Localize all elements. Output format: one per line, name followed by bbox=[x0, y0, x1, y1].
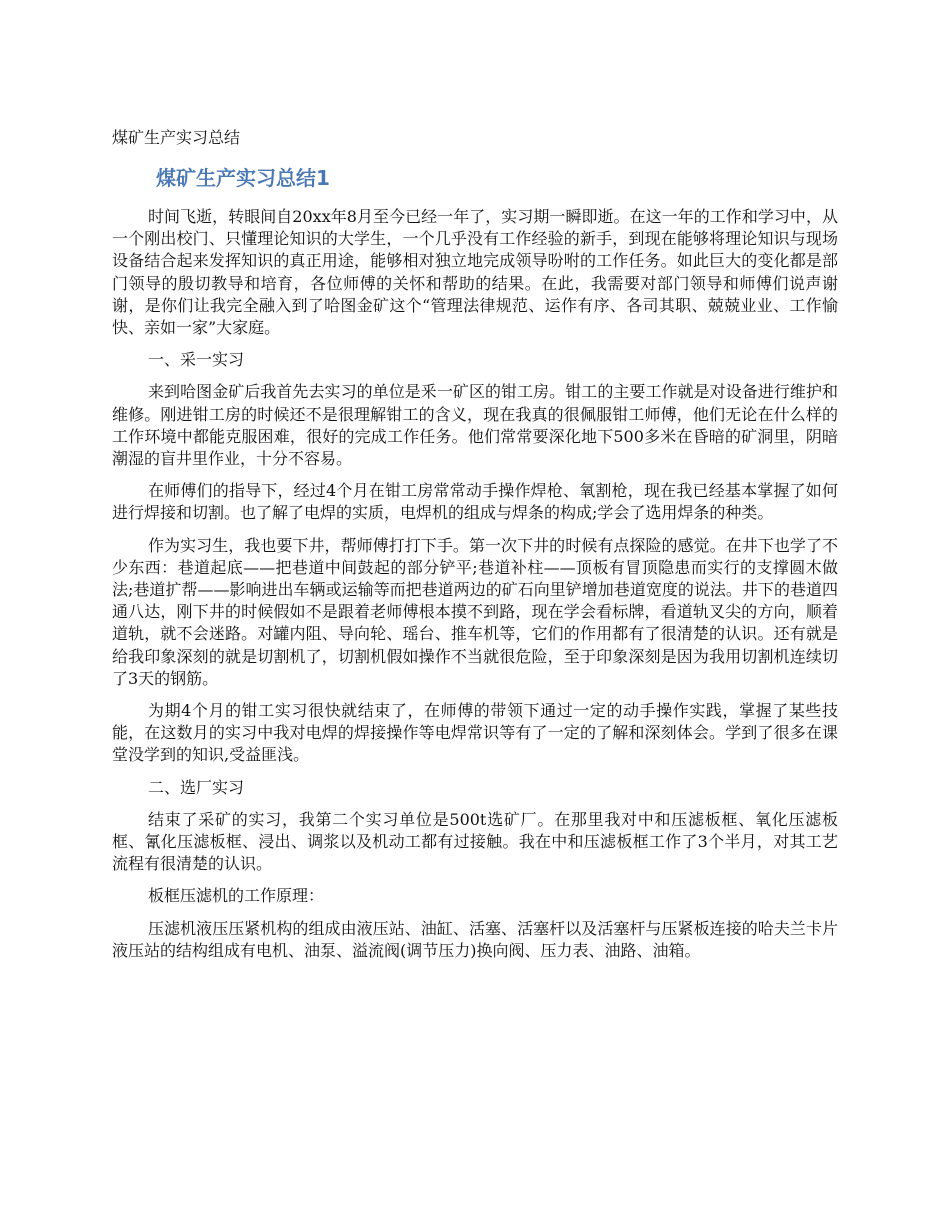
paragraph-filter-press: 压滤机液压压紧机构的组成由液压站、油缸、活塞、活塞杆以及活塞杆与压紧板连接的哈夫兰卡片液压站的结构组成有电机、油泵、溢流阀(调节压力)换向阀、压力表、油路、油箱。 bbox=[112, 918, 838, 960]
paragraph-underground: 作为实习生，我也要下井，帮师傅打打下手。第一次下井的时候有点探险的感觉。在井下也学了不少东西：巷道起底——把巷道中间鼓起的部分铲平;巷道补柱——顶板有冒顶隐患而实行的支撑圆木做法;巷道扩帮——影响进出车辆或运输等而把巷道两边的矿石向里铲增加巷道宽度的说法。井下的巷道四通八达，刚下井的时候假如不是跟着老师傅根本摸不到路，现在学会看标牌，看道轨叉尖的方向，顺着道轨，就不会迷路。对罐内阻、导向轮、瑶台、推车机等，它们的作用都有了很清楚的认识。还有就是给我印象深刻的就是切割机了，切割机假如操作不当就很危险，至于印象深刻是因为我用切割机连续切了3天的钢筋。 bbox=[112, 535, 838, 688]
document-title: 煤矿生产实习总结 bbox=[112, 128, 241, 147]
section-heading: 煤矿生产实习总结1 bbox=[156, 166, 330, 190]
paragraph-welding: 在师傅们的指导下，经过4个月在钳工房常常动手操作焊枪、氧割枪，现在我已经基本掌握了如何进行焊接和切割。也了解了电焊的实质，电焊机的组成与焊条的构成;学会了选用焊条的种类。 bbox=[112, 481, 838, 523]
paragraph-filter-principle-label: 板框压滤机的工作原理： bbox=[148, 886, 325, 906]
paragraph-fitter-room: 来到哈图金矿后我首先去实习的单位是釆一矿区的钳工房。钳工的主要工作就是对设备进行维护和维修。刚进钳工房的时候还不是很理解钳工的含义，现在我真的很佩服钳工师傅，他们无论在什么样的工作环境中都能克服困难，很好的完成工作任务。他们常常要深化地下500多米在昏暗的矿洞里，阴暗潮湿的盲井里作业，十分不容易。 bbox=[112, 382, 838, 469]
paragraph-fitter-summary: 为期4个月的钳工实习很快就结束了，在师傅的带领下通过一定的动手操作实践，掌握了某些技能，在这数月的实习中我对电焊的焊接操作等电焊常识等有了一定的了解和深刻体会。学到了很多在课堂没学到的知识,受益匪浅。 bbox=[112, 701, 838, 765]
paragraph-plant: 结束了采矿的实习，我第二个实习单位是500t选矿厂。在那里我对中和压滤板框、氧化压滤板框、氰化压滤板框、浸出、调浆以及机动工都有过接触。我在中和压滤板框工作了3个半月，对其工艺流程有很清楚的认识。 bbox=[112, 809, 838, 874]
paragraph-intro: 时间飞逝，转眼间自20xx年8月至今已经一年了，实习期一瞬即逝。在这一年的工作和学习中，从一个刚出校门、只懂理论知识的大学生，一个几乎没有工作经验的新手，到现在能够将理论知识与现场设备结合起来发挥知识的真正用途，能够相对独立地完成领导吩咐的工作任务。如此巨大的变化都是部门领导的殷切教导和培育，各位师傅的关怀和帮助的结果。在此，我需要对部门领导和师傅们说声谢谢，是你们让我完全融入到了哈图金矿这个“管理法律规范、运作有序、各司其职、兢兢业业、工作愉快、亲如一家”大家庭。 bbox=[112, 207, 838, 338]
section-title-plant: 二、选厂实习 bbox=[148, 777, 245, 797]
section-title-mining: 一、采一实习 bbox=[148, 350, 245, 370]
